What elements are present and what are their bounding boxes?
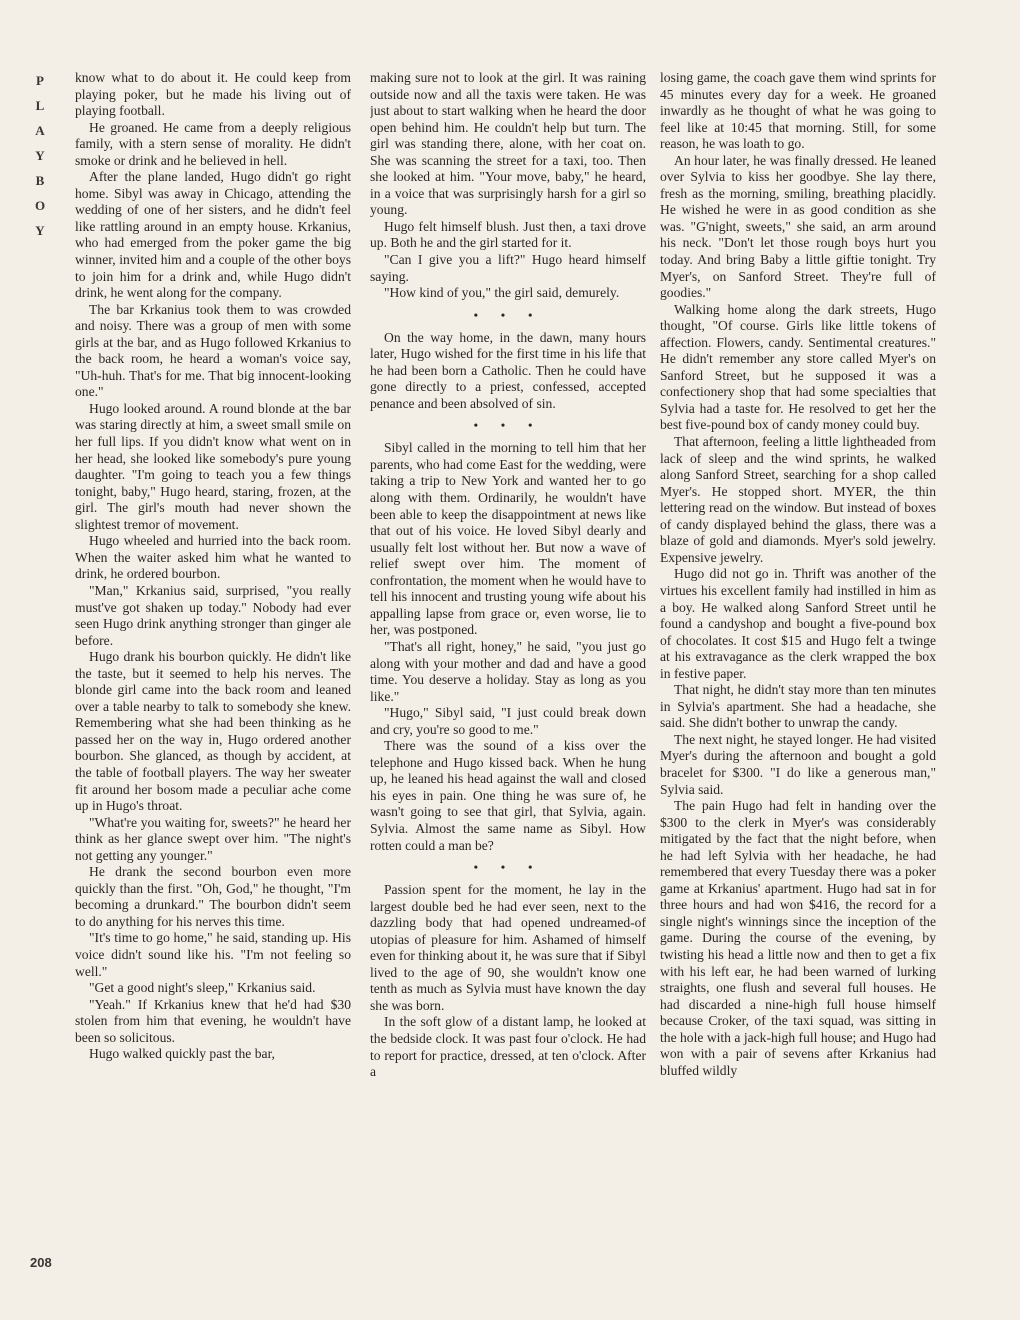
paragraph: After the plane landed, Hugo didn't go right home. Sibyl was away in Chicago, attending the wedding of one of her sisters, and he didn't feel like rattling around in an empty house. Krkanius, who had emerged from the poker game the big winner, invited him and a couple of the other boys to join him for a drink and, while Hugo didn't drink, he went along for the company.: [75, 169, 351, 301]
paragraph: Hugo drank his bourbon quickly. He didn't like the taste, but it seemed to help his nerves. The blonde girl came into the back room and leaned over a table nearby to talk to somebody she knew. Remembering what she had been thinking as he passed her on the way in, Hugo ordered another bourbon. She glanced, as though by accident, at the table of football players. The way her sweater fit around her bosom made a peculiar ache come up in Hugo's throat.: [75, 649, 351, 814]
section-separator: • • •: [473, 860, 543, 875]
paragraph: "Man," Krkanius said, surprised, "you really must've got shaken up today." Nobody had ever seen Hugo drink anything stronger than ginger ale before.: [75, 582, 351, 648]
brand-letter: Y: [35, 148, 45, 163]
text-column-1: [75, 70, 351, 1290]
paragraph: That afternoon, feeling a little lightheaded from lack of sleep and the wind sprints, he walked along Sanford Street, searching for a shop called Myer's. He stopped short. MYER, the thin lettering read on the window. But instead of boxes of candy displayed behind the glass, there was a blaze of gold and diamonds. Myer's sold jewelry. Expensive jewelry.: [660, 434, 936, 565]
paragraph: Hugo walked quickly past the bar,: [89, 1046, 275, 1062]
paragraph: "What're you waiting for, sweets?" he heard her think as her glance swept over him. "The night's not getting any younger.": [75, 814, 351, 863]
paragraph: That night, he didn't stay more than ten minutes in Sylvia's apartment. She had a headache, she said. She didn't bother to unwrap the candy.: [660, 682, 936, 731]
paragraph: "Hugo," Sibyl said, "I just could break down and cry, you're so good to me.": [370, 705, 646, 737]
brand-letter: L: [35, 98, 45, 113]
text-column-2: [370, 70, 646, 1290]
text-column-3: [660, 70, 936, 1290]
paragraph: The bar Krkanius took them to was crowded and noisy. There was a group of men with some girls at the bar, and as Hugo followed Krkanius to the back room, he heard a woman's voice say, "Uh-huh. That's for me. That big innocent-looking one.": [75, 301, 351, 400]
paragraph: The next night, he stayed longer. He had visited Myer's during the afternoon and bought a gold bracelet for $300. "I do like a generous man," Sylvia said.: [660, 731, 936, 797]
paragraph: know what to do about it. He could keep from playing poker, but he made his living out of playing football.: [75, 70, 351, 119]
brand-letter: B: [35, 173, 45, 188]
magazine-brand-vertical: [30, 68, 50, 243]
paragraph: "That's all right, honey," he said, "you just go along with your mother and dad and have a good time. You deserve a holiday. Stay as long as you like.": [370, 638, 646, 704]
brand-letter: O: [34, 198, 46, 213]
brand-letter: A: [35, 123, 45, 138]
paragraph: Hugo looked around. A round blonde at the bar was staring directly at him, a sweet small smile on her full lips. If you didn't know what went on in her head, she looked like somebody's pure young daughter. "I'm going to teach you a few things tonight, baby," Hugo heard, staring, frozen, at the girl. The girl's mouth had never shown the slightest tremor of movement.: [75, 400, 351, 532]
paragraph: making sure not to look at the girl. It was raining outside now and all the taxis were taken. He was just about to start walking when he heard the door open behind him. He couldn't help but turn. The girl was standing there, alone, with her coat on. She was scanning the street for a taxi, too. Then she looked at him. "Your move, baby," he heard, in a voice that was surprisingly harsh for a girl so young.: [370, 70, 646, 218]
page-number: 208: [30, 1255, 52, 1270]
paragraph: Passion spent for the moment, he lay in the largest double bed he had ever seen, next to the dazzling body that had opened undreamed-of utopias of pleasure for him. Ashamed of himself even for thinking about it, he was sure that if Sibyl lived to the age of 90, she wouldn't know one tenth as much as Sylvia must have known the day she was born.: [370, 882, 646, 1013]
paragraph: "How kind of you," the girl said, demurely.: [384, 285, 620, 301]
paragraph: An hour later, he was finally dressed. He leaned over Sylvia to kiss her goodbye. She lay there, fresh as the morning, smiling, breathing placidly. He wished he were in as good condition as she was. "G'night, sweets," she said, an arm around his neck. "Don't let those rough boys hurt you today. And bring Baby a little giftie tonight. Try Myer's, on Sanford Street. They're full of goodies.": [660, 152, 936, 301]
paragraph: Walking home along the dark streets, Hugo thought, "Of course. Girls like little tokens of affection. Flowers, candy. Sentimental creatures." He didn't remember any store called Myer's on Sanford Street, but he supposed it was a confectionery shop that had some specialties that Sylvia had a taste for. He resolved to get her the best five-pound box of candy money could buy.: [660, 301, 936, 433]
paragraph: "Can I give you a lift?" Hugo heard himself saying.: [370, 252, 646, 284]
section-separator: • • •: [473, 307, 543, 322]
paragraph: Sibyl called in the morning to tell him that her parents, who had come East for the wedding, were taking a trip to New York and wanted her to go along with them. Ordinarily, he wouldn't have been able to keep the disappointment at news like that out of his voice. He loved Sibyl dearly and usually felt lost without her. But now a wave of relief swept over him. The moment of confrontation, the moment when he would have to tell his innocent and trusting young wife about his appalling lapse from grace or, even worse, lie to her, was postponed.: [370, 440, 646, 638]
paragraph: "It's time to go home," he said, standing up. His voice didn't sound like his. "I'm not feeling so well.": [75, 930, 351, 979]
paragraph: Hugo did not go in. Thrift was another of the virtues his excellent family had instilled in him as a boy. He walked along Sanford Street until he found a candyshop and bought a five-pound box of chocolates. It cost $15 and Hugo felt a twinge at his extravagance as the clerk wrapped the box in festive paper.: [660, 566, 936, 681]
paragraph: The pain Hugo had felt in handing over the $300 to the clerk in Myer's was considerably mitigated by the fact that the night before, when he had left Sylvia with her headache, he had remembered that every Tuesday there was a poker game at Krkanius' apartment. Hugo had sat in for three hours and had won $416, the record for a single night's winnings since the inception of the game. During the course of the evening, by twisting his head a little now and then to get a fix with his left ear, he had been warned of lurking straights, one flush and several full houses. He had discarded a nine-high full house himself because Croker, of the taxi squad, was sitting in the hole with a jack-high full house; and Hugo had won with a pair of sevens after Krkanius had bluffed wildly: [660, 798, 936, 1078]
paragraph: He drank the second bourbon even more quickly than the first. "Oh, God," he thought, "I'm becoming a drunkard." The bourbon didn't seem to do anything for his nerves this time.: [75, 864, 351, 929]
paragraph: He groaned. He came from a deeply religious family, with a stern sense of morality. He didn't smoke or drink and he believed in hell.: [75, 119, 351, 168]
paragraph: On the way home, in the dawn, many hours later, Hugo wished for the first time in his life that he had been born a Catholic. Then he could have gone directly to a priest, confessed, accepted penance and been absolved of sin.: [370, 329, 646, 411]
paragraph: In the soft glow of a distant lamp, he looked at the bedside clock. It was past four o'clock. He had to report for practice, dressed, at ten o'clock. After a: [370, 1014, 646, 1080]
brand-letter: Y: [35, 223, 45, 238]
paragraph: Hugo felt himself blush. Just then, a taxi drove up. Both he and the girl started for it.: [370, 218, 646, 251]
paragraph: "Yeah." If Krkanius knew that he'd had $30 stolen from him that evening, he wouldn't have been so solicitous.: [75, 996, 351, 1045]
brand-letter: P: [36, 73, 44, 88]
paragraph: "Get a good night's sleep," Krkanius said.: [89, 980, 316, 996]
paragraph: Hugo wheeled and hurried into the back room. When the waiter asked him what he wanted to drink, he ordered bourbon.: [75, 533, 351, 582]
paragraph: losing game, the coach gave them wind sprints for 45 minutes every day for a week. He groaned inwardly as he thought of what he was going to feel like at 10:45 that morning. Still, for some reason, he was loath to go.: [660, 70, 936, 152]
section-separator: • • •: [473, 418, 543, 433]
paragraph: There was the sound of a kiss over the telephone and Hugo kissed back. When he hung up, he leaned his head against the wall and closed his eyes in pain. One thing he was sure of, he wasn't going to see that girl, that Sylvia, again. Sylvia. Almost the same name as Sibyl. How rotten could a man be?: [370, 738, 646, 853]
